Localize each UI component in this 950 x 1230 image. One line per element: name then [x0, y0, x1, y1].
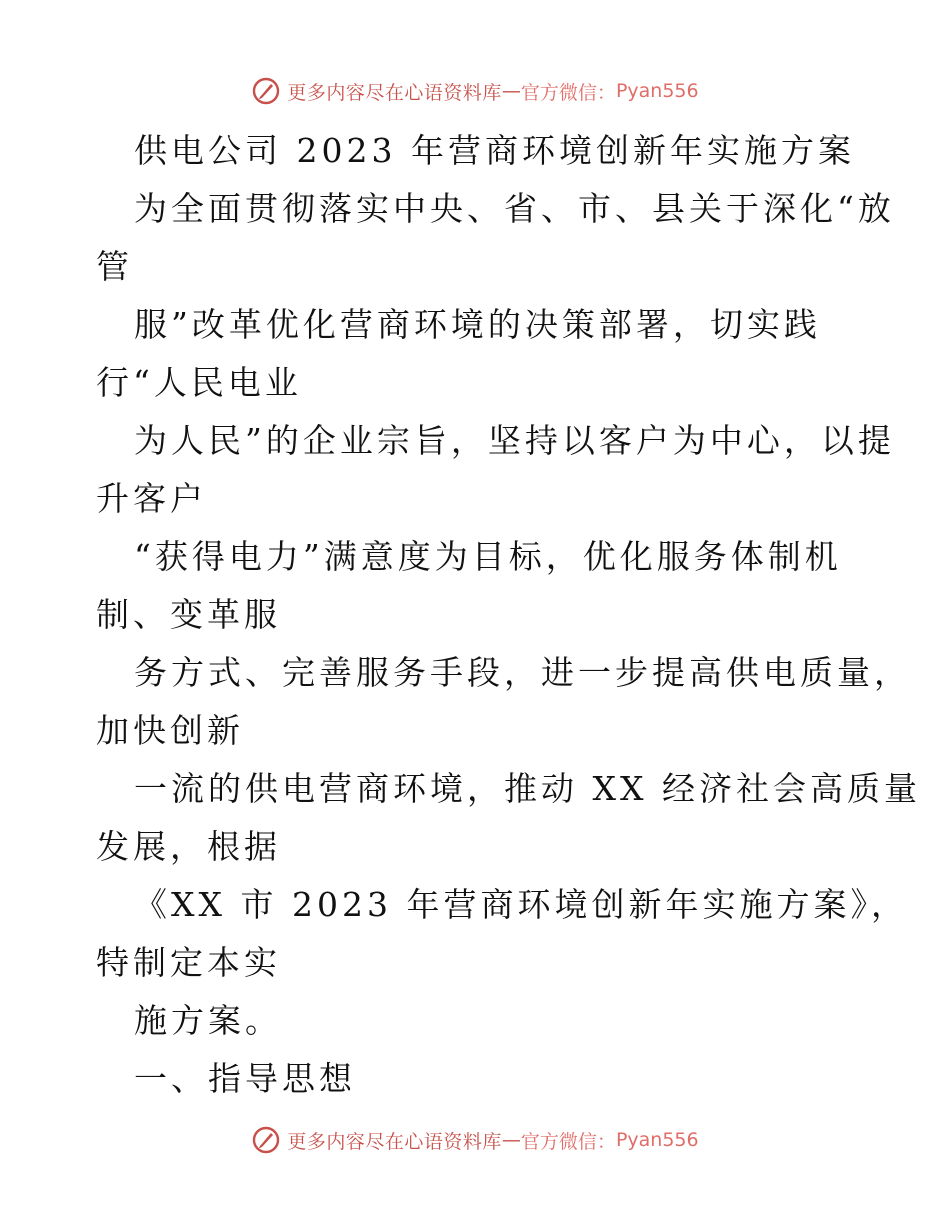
paragraph-line: 特制定本实 [96, 943, 281, 982]
paragraph-line: 制、变革服 [96, 595, 281, 634]
paragraph-line: 发展，根据 [96, 827, 281, 866]
watermark-label: 官方微信： [520, 1130, 616, 1153]
paragraph-line: 《XX 市 2023 年营商环境创新年实施方案》， [134, 885, 908, 924]
paragraph-line: 为全面贯彻落实中央、省、市、县关于深化“放 [134, 189, 895, 228]
section-heading: 一、指导思想 [134, 1059, 356, 1098]
paragraph-line: 服”改革优化营商环境的决策部署，切实践 [134, 305, 821, 344]
footer-watermark [0, 1123, 950, 1157]
document-title: 供电公司 2023 年营商环境创新年实施方案 [134, 131, 855, 170]
header-watermark [0, 74, 950, 108]
watermark-dash: — [501, 1129, 521, 1151]
document-body [96, 122, 921, 1108]
paragraph-line: 管 [96, 247, 133, 286]
watermark-brand: 更多内容尽在心语资料库 [287, 81, 502, 104]
watermark-brand: 更多内容尽在心语资料库 [287, 1130, 502, 1153]
quill-logo-icon [251, 1125, 281, 1155]
paragraph-line: “获得电力”满意度为目标，优化服务体制机 [134, 537, 842, 576]
paragraph-line: 一流的供电营商环境，推动 XX 经济社会高质量 [134, 769, 921, 808]
paragraph-line: 升客户 [96, 479, 207, 518]
paragraph-line: 施方案。 [134, 1001, 282, 1040]
paragraph-line: 加快创新 [96, 711, 244, 750]
paragraph-line: 务方式、完善服务手段，进一步提高供电质量， [134, 653, 911, 692]
quill-logo-icon [251, 76, 281, 106]
watermark-label: 官方微信： [520, 81, 616, 104]
watermark-dash: — [501, 80, 521, 102]
watermark-wechat-id: Pyan556 [615, 80, 699, 102]
paragraph-line: 为人民”的企业宗旨，坚持以客户为中心，以提 [134, 421, 895, 460]
watermark-wechat-id: Pyan556 [615, 1129, 699, 1151]
paragraph-line: 行“人民电业 [96, 363, 302, 402]
